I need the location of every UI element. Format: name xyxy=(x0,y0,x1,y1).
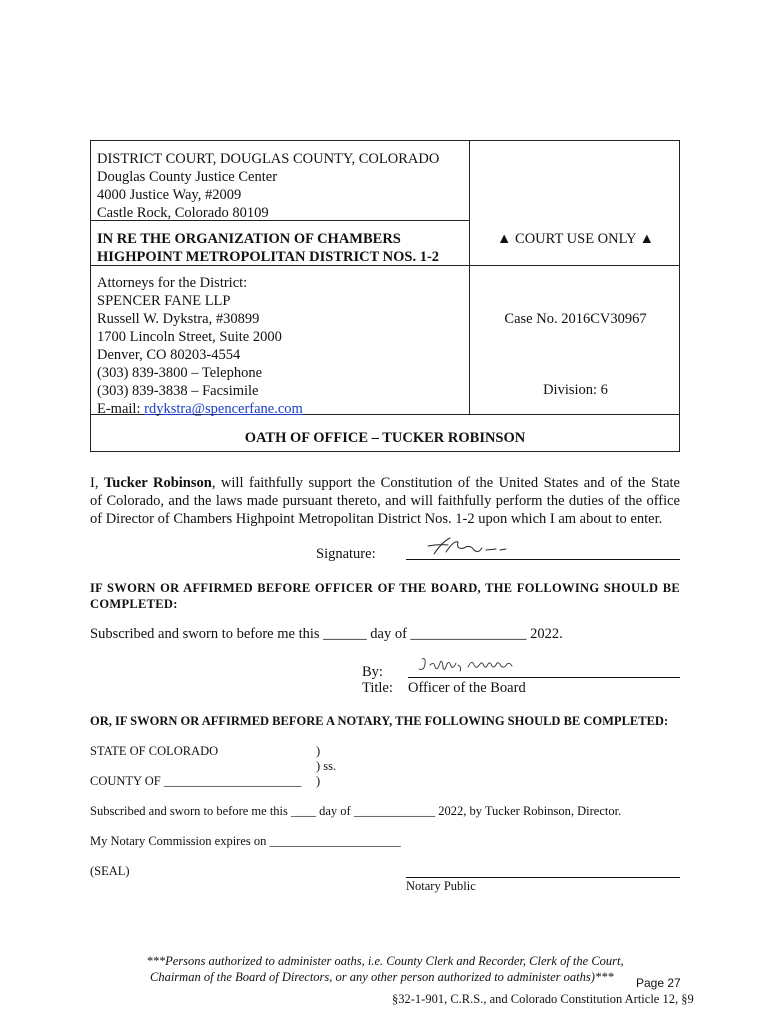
oath-line-1 xyxy=(90,474,680,493)
by-signature-line xyxy=(408,677,680,678)
oath-prefix: I, xyxy=(90,475,104,491)
page-number: Page 27 xyxy=(636,976,681,990)
seal-label: (SEAL) xyxy=(90,864,130,878)
document-title: OATH OF OFFICE – TUCKER ROBINSON xyxy=(244,430,526,446)
venue-ss: ) ss. xyxy=(316,759,337,773)
venue-paren-1: ) xyxy=(316,744,321,758)
by-signature-scrawl xyxy=(416,655,520,677)
attorney-block xyxy=(97,274,303,418)
court-use-only: ▲ COURT USE ONLY ▲ xyxy=(497,231,654,247)
attorney-city: Denver, CO 80203-4554 xyxy=(97,347,241,363)
oath-line-1-rest: , will faithfully support the Constitution of the United States and of the State xyxy=(211,475,680,491)
court-street: 4000 Justice Way, #2009 xyxy=(97,187,242,203)
attorney-email-line xyxy=(97,400,303,418)
notary-subscribed: Subscribed and sworn to before me this ____ day of _____________ 2022, by Tucker Robinson, Director. xyxy=(90,804,622,818)
state-of: STATE OF COLORADO xyxy=(90,744,219,758)
case-number: Case No. 2016CV30967 xyxy=(504,311,647,327)
email-link[interactable]: rdykstra@spencerfane.com xyxy=(144,401,303,417)
by-label: By: xyxy=(362,664,383,680)
attorney-facsimile: (303) 839-3838 – Facsimile xyxy=(97,383,259,399)
law-firm: SPENCER FANE LLP xyxy=(97,293,231,309)
matter-line-1: IN RE THE ORGANIZATION OF CHAMBERS xyxy=(97,231,401,247)
court-name: DISTRICT COURT, DOUGLAS COUNTY, COLORADO xyxy=(97,151,440,167)
court-block xyxy=(97,150,439,222)
board-heading-line-2: COMPLETED: xyxy=(90,597,178,611)
matter-block xyxy=(97,230,439,266)
matter-line-2: HIGHPOINT METROPOLITAN DISTRICT NOS. 1-2 xyxy=(97,249,440,265)
notary-public-label: Notary Public xyxy=(406,879,476,893)
caption-divider-vertical xyxy=(469,140,470,414)
division: Division: 6 xyxy=(543,382,608,398)
footer-note-line-2: Chairman of the Board of Directors, or any other person authorized to administer oaths)*** xyxy=(150,970,614,984)
venue-paren-3: ) xyxy=(316,774,321,788)
board-heading-line-1: IF SWORN OR AFFIRMED BEFORE OFFICER OF THE BOARD, THE FOLLOWING SHOULD BE xyxy=(90,581,680,595)
footer-note-line-1: ***Persons authorized to administer oaths, i.e. County Clerk and Recorder, Clerk of the Court, xyxy=(146,954,624,968)
attorney-label: Attorneys for the District: xyxy=(97,275,248,291)
oath-line-2: of Colorado, and the laws made pursuant thereto, and will faithfully perform the duties of the office xyxy=(90,493,680,509)
court-city: Castle Rock, Colorado 80109 xyxy=(97,205,269,221)
title-value: Officer of the Board xyxy=(408,680,526,696)
title-label: Title: xyxy=(362,680,393,696)
notary-signature-line xyxy=(406,877,680,878)
oath-name: Tucker Robinson xyxy=(103,475,212,491)
county-of: COUNTY OF ______________________ xyxy=(90,774,302,788)
statute-citation: §32-1-901, C.R.S., and Colorado Constitution Article 12, §9 xyxy=(392,992,694,1006)
attorney-name: Russell W. Dykstra, #30899 xyxy=(97,311,260,327)
notary-heading: OR, IF SWORN OR AFFIRMED BEFORE A NOTARY, THE FOLLOWING SHOULD BE COMPLETED: xyxy=(90,714,669,728)
attorney-telephone: (303) 839-3800 – Telephone xyxy=(97,365,263,381)
notary-commission: My Notary Commission expires on _____________________ xyxy=(90,834,401,848)
email-label: E-mail: xyxy=(97,401,145,417)
attorney-street: 1700 Lincoln Street, Suite 2000 xyxy=(97,329,282,345)
signature-scrawl xyxy=(424,534,514,560)
oath-line-3: of Director of Chambers Highpoint Metropolitan District Nos. 1-2 upon which I am about to enter. xyxy=(90,511,663,527)
court-building: Douglas County Justice Center xyxy=(97,169,278,185)
signature-label: Signature: xyxy=(316,546,376,562)
board-subscribed: Subscribed and sworn to before me this ______ day of ________________ 2022. xyxy=(90,626,563,642)
